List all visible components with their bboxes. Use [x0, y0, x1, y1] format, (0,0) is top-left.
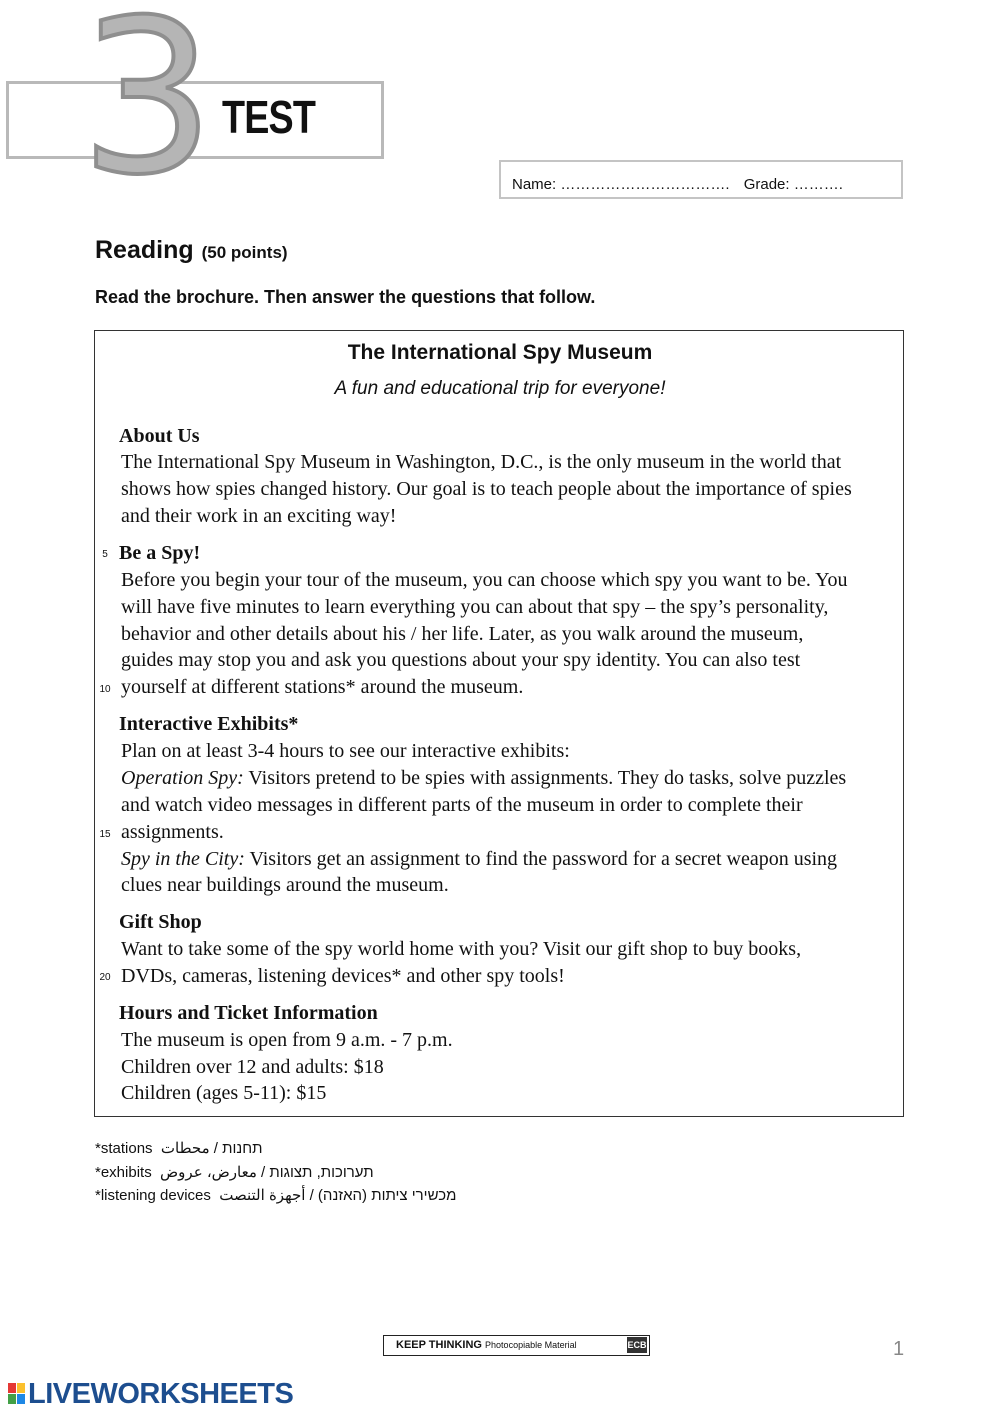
spy-in-city-line: clues near buildings around the museum. [121, 874, 449, 896]
test-label: TEST [222, 91, 316, 143]
spy-line: behavior and other details about his / her life. Later, as you walk around the museum, [121, 623, 804, 645]
brochure-title: The International Spy Museum [347, 341, 653, 364]
instructions: Read the brochure. Then answer the questions that follow. [95, 287, 596, 307]
section-title [95, 236, 288, 265]
gift-line: Want to take some of the spy world home with you? Visit our gift shop to buy books, [121, 938, 802, 960]
hours-line: Children over 12 and adults: $18 [121, 1056, 384, 1078]
photocopiable-note: Photocopiable Material [485, 1340, 577, 1350]
spy-in-city-name: Spy in the City: [121, 848, 245, 870]
gift-line: DVDs, cameras, listening devices* and other spy tools! [121, 965, 565, 987]
line-number-20: 20 [99, 972, 111, 983]
glossary-item: *listening devices מכשירי ציתות (האזנה) / أجهزة التنصت [95, 1187, 457, 1204]
hours-line: Children (ages 5-11): $15 [121, 1082, 327, 1104]
about-line: shows how spies changed history. Our goal is to teach people about the importance of spies [121, 478, 852, 500]
about-heading: About Us [119, 425, 200, 447]
hours-heading: Hours and Ticket Information [119, 1002, 378, 1024]
line-number-10: 10 [99, 684, 111, 695]
liveworksheets-watermark [8, 1378, 293, 1411]
spy-line: Before you begin your tour of the museum, you can choose which spy you want to be. You [121, 569, 848, 591]
spy-heading: Be a Spy! [119, 542, 201, 564]
name-grade-box [499, 160, 903, 199]
glossary-item: *exhibits תערוכות, תצוגות / معارض، عروض [95, 1164, 374, 1181]
watermark-text: LIVEWORKSHEETS [28, 1378, 294, 1410]
operation-spy-line: assignments. [121, 821, 224, 843]
spy-line: will have five minutes to learn everything you can about that spy – the spy’s personality, [121, 596, 829, 618]
brand-name: KEEP THINKING [396, 1339, 482, 1351]
about-line: The International Spy Museum in Washington, D.C., is the only museum in the world that [121, 451, 842, 473]
spy-line: guides may stop you and ask you questions about your spy identity. You can also test [121, 649, 801, 671]
grade-field[interactable]: Grade: ………. [743, 176, 843, 193]
spy-in-city-line: Spy in the City: Visitors get an assignment to find the password for a secret weapon using [121, 848, 838, 870]
glossary-item: *stations תחנות / محطات [95, 1140, 263, 1157]
publisher-logo: ECB [627, 1337, 647, 1353]
line-number-15: 15 [99, 829, 111, 840]
about-line: and their work in an exciting way! [121, 505, 397, 527]
line-number-5: 5 [102, 549, 108, 560]
exhibits-intro: Plan on at least 3-4 hours to see our interactive exhibits: [121, 740, 570, 762]
page-number: 1 [893, 1338, 905, 1360]
brochure-subtitle: A fun and educational trip for everyone! [334, 378, 666, 399]
gift-heading: Gift Shop [119, 911, 202, 933]
publisher-footer [383, 1335, 650, 1356]
hours-line: The museum is open from 9 a.m. - 7 p.m. [121, 1029, 453, 1051]
section-points: (50 points) [201, 243, 288, 262]
spy-line: yourself at different stations* around the museum. [121, 676, 524, 698]
operation-spy-line: Operation Spy: Visitors pretend to be spies with assignments. They do tasks, solve puzzles [121, 767, 847, 789]
operation-spy-line: and watch video messages in different parts of the museum in order to complete their [121, 794, 803, 816]
unit-number: 3 [80, 0, 215, 221]
name-field[interactable]: Name: ……………………………. [512, 176, 730, 193]
liveworksheets-logo-icon [8, 1383, 26, 1405]
section-name: Reading [95, 236, 194, 264]
operation-spy-name: Operation Spy: [121, 767, 244, 789]
exhibits-heading: Interactive Exhibits* [119, 713, 299, 735]
